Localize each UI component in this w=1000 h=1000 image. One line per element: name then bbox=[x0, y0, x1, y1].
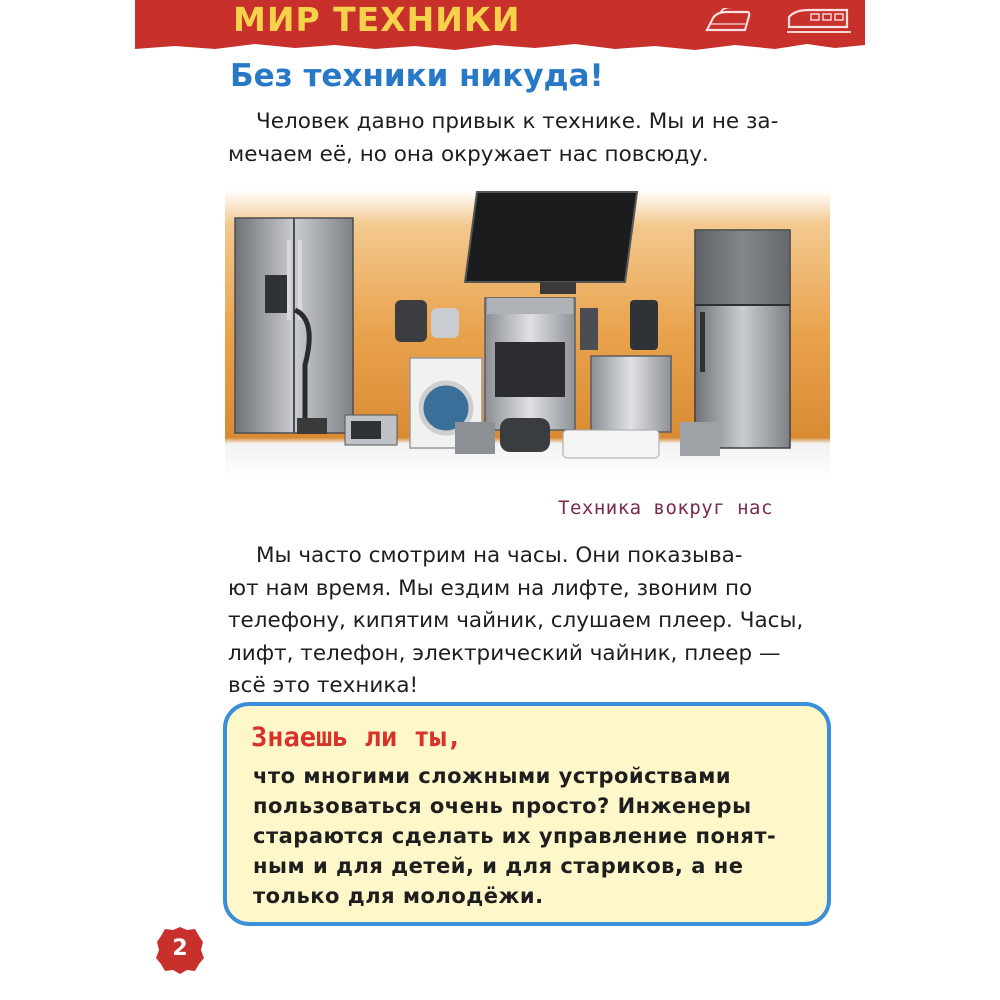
appliances-photo bbox=[225, 190, 830, 478]
photo-caption: Техника вокруг нас bbox=[558, 497, 773, 519]
page-number-badge bbox=[155, 925, 205, 975]
section-header bbox=[135, 0, 865, 44]
info-line: стараются сделать их управление понят- bbox=[253, 824, 777, 848]
header-torn-edge bbox=[135, 40, 865, 52]
train-icon bbox=[787, 7, 851, 35]
book-page bbox=[135, 0, 865, 1000]
intro-line: Человек давно привык к технике. Мы и не за- bbox=[256, 109, 779, 134]
page-heading: Без техники никуда! bbox=[230, 58, 604, 94]
body-line: всё это техника! bbox=[228, 673, 419, 698]
header-icons bbox=[703, 6, 851, 36]
body-line: телефону, кипятим чайник, слушаем плеер. Часы, bbox=[228, 608, 804, 633]
info-line: что многими сложными устройствами bbox=[253, 764, 732, 788]
body-line: лифт, телефон, электрический чайник, плеер — bbox=[228, 640, 781, 666]
body-line: Мы часто смотрим на часы. Они показыва- bbox=[256, 543, 743, 568]
body-paragraph bbox=[228, 540, 818, 703]
did-you-know-text bbox=[253, 761, 776, 911]
intro-line: мечаем её, но она окружает нас повсюду. bbox=[228, 141, 709, 167]
info-line: только для молодёжи. bbox=[253, 884, 544, 908]
iron-icon bbox=[703, 8, 753, 34]
intro-paragraph bbox=[228, 106, 818, 171]
info-line: пользоваться очень просто? Инженеры bbox=[253, 794, 752, 818]
page-number: 2 bbox=[172, 936, 188, 961]
section-title: МИР ТЕХНИКИ bbox=[233, 0, 521, 39]
did-you-know-box bbox=[223, 702, 831, 926]
info-line: ным и для детей, и для стариков, а не bbox=[253, 854, 744, 878]
body-line: ют нам время. Мы ездим на лифте, звоним по bbox=[228, 575, 753, 601]
did-you-know-title: Знаешь ли ты, bbox=[251, 722, 463, 753]
